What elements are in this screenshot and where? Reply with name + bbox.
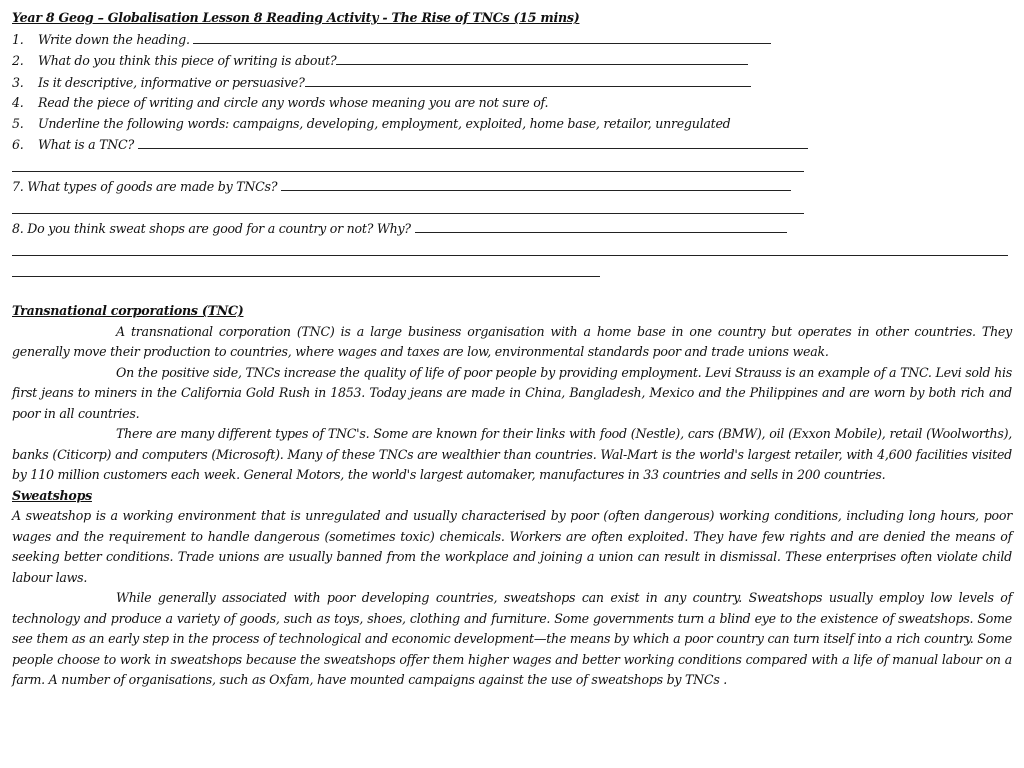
question-5: [12, 114, 1012, 135]
question-2: [12, 50, 1012, 72]
question-4: [12, 93, 1012, 114]
question-text: Write down the heading.: [38, 31, 194, 47]
question-number: 1.: [12, 31, 24, 47]
question-text: What do you think this piece of writing is about?: [38, 53, 337, 68]
answer-blank: [415, 218, 787, 233]
section-heading-tnc: Transnational corporations (TNC): [12, 303, 244, 318]
paragraph: There are many different types of TNC's. Some are known for their links with food (Nestle), cars (BMW), oil (Exxon Mobile), retail (Woolworths), banks (Citicorp) and computers (Microsoft). Many of these TNCs are wealthier than countries. Wal-Mart is the world's largest retailer, with 4,600 facilities visited by 110 million customers each week. General Motors, the world's largest automaker, manufactures in 33 countries and sells in 200 countries.: [12, 426, 1012, 482]
paragraph: On the positive side, TNCs increase the quality of life of poor people by providing employment. Levi Strauss is an example of a TNC. Levi sold his first jeans to miners in the California Gold Rush in 1853. Today jeans are made in China, Bangladesh, Mexico and the Philippines and are worn by both rich and poor in all countries.: [12, 364, 1012, 421]
question-number: 5.: [12, 115, 24, 131]
spacer: [12, 281, 1012, 302]
question-number: 6.: [12, 137, 24, 152]
question-3: [12, 72, 1012, 94]
question-text: Is it descriptive, informative or persuasive?: [38, 74, 305, 90]
section-heading-sweatshops: Sweatshops: [12, 487, 92, 503]
question-1: [12, 29, 1012, 51]
question-8: [12, 218, 1012, 240]
question-6: [12, 134, 1012, 156]
question-7: [12, 176, 1012, 198]
question-text: What is a TNC?: [38, 137, 138, 152]
answer-blank: [138, 134, 808, 149]
answer-line: [12, 156, 1012, 177]
paragraph: While generally associated with poor developing countries, sweatshops can exist in any country. Sweatshops usually employ low levels of technology and produce a variety of goods, such as toys, shoes, clothing and furniture. Some governments turn a blind eye to the existence of sweatshops. Some see them as an early step in the process of technological and economic development—the means by which a poor country can turn itself into a rich country. Some people choose to work in sweatshops because the sweatshops offer them higher wages and better working conditions compared with a life of manual labour on a farm. A number of organisations, such as Oxfam, have mounted campaigns against the use of sweatshops by TNCs .: [12, 590, 1012, 687]
answer-blank: [305, 72, 751, 87]
question-text: Underline the following words: campaigns, developing, employment, exploited, home base, retailor, unregulated: [38, 115, 731, 131]
answer-line: [12, 198, 1012, 219]
answer-line: [12, 260, 1012, 281]
paragraph: A transnational corporation (TNC) is a large business organisation with a home base in one country but operates in other countries. They generally move their production to countries, where wages and taxes are low, environmental standards poor and trade unions weak.: [12, 323, 1012, 359]
question-number: 4.: [12, 95, 24, 110]
answer-line: [12, 240, 1012, 261]
answer-blank: [193, 29, 771, 44]
question-number: 2.: [12, 53, 24, 68]
question-text: 8. Do you think sweat shops are good for a country or not? Why?: [12, 221, 415, 236]
worksheet-title: Year 8 Geog – Globalisation Lesson 8 Reading Activity - The Rise of TNCs (15 mins): [12, 10, 580, 25]
answer-blank: [336, 50, 748, 65]
question-text: 7. What types of goods are made by TNCs?: [12, 179, 281, 194]
answer-blank: [281, 176, 791, 191]
paragraph: A sweatshop is a working environment that is unregulated and usually characterised by poor (often dangerous) working conditions, including long hours, poor wages and the requirement to handle dangerous (sometimes toxic) chemicals. Workers are often exploited. They have few rights and are denied the means of seeking better conditions. Trade unions are usually banned from the workplace and joining a union can result in dismissal. These enterprises often violate child labour laws.: [12, 508, 1012, 585]
question-number: 3.: [12, 74, 24, 90]
question-text: Read the piece of writing and circle any words whose meaning you are not sure of.: [38, 95, 549, 110]
